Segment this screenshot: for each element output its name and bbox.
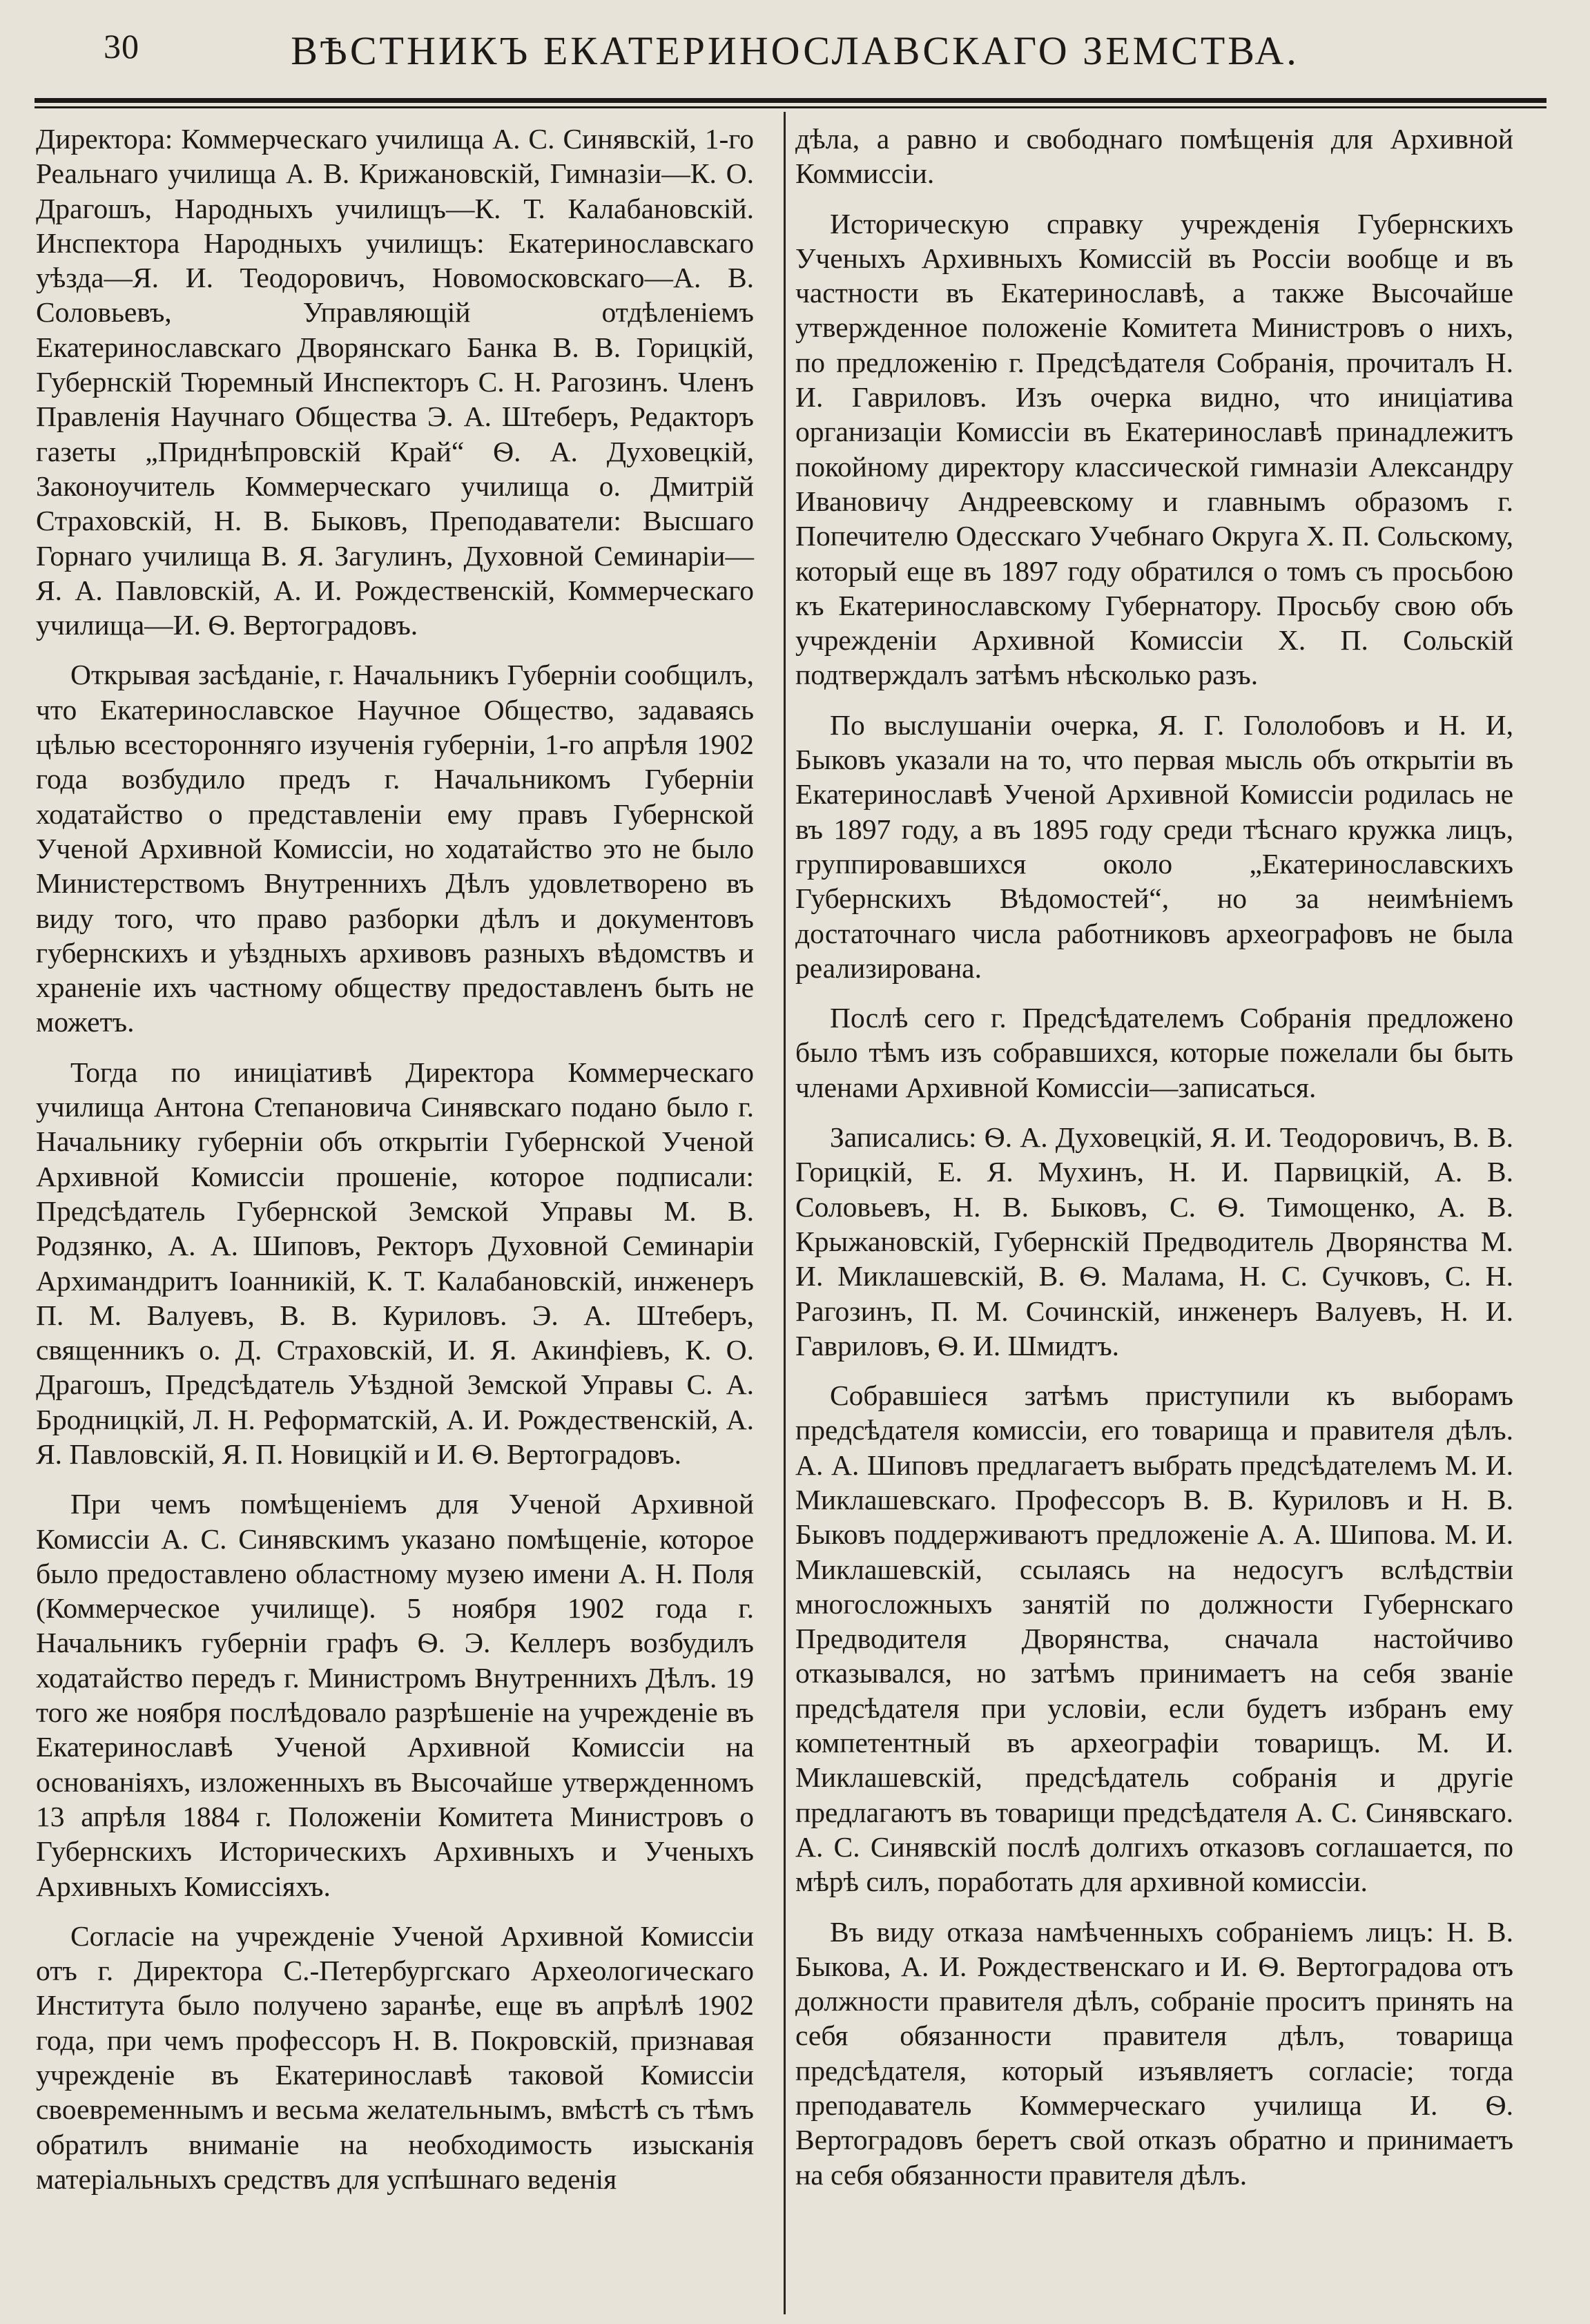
column-divider [784,112,786,2314]
paragraph: Тогда по иниціативѣ Директора Коммерческаго училища Антона Степановича Синявскаго подано было г. Начальнику губерніи объ открытіи Губернской Ученой Архивной Комиссіи прошеніе, которое подписали: Предсѣдатель Губернской Земской Управы М. В. Родзянко, А. А. Шиповъ, Ректоръ Духовной Семинаріи Архимандритъ Іоанникій, К. Т. Калабановскій, инженеръ П. М. Валуевъ, В. В. Куриловъ. Э. А. Штеберъ, священникъ о. Д. Страховскій, И. Я. Акинфіевъ, К. О. Драгошъ, Предсѣдатель Уѣздной Земской Управы С. А. Бродницкій, Л. Н. Реформатскій, А. И. Рождественскій, А. Я. Павловскій, Я. П. Новицкій и И. Ѳ. Вертоградовъ. [36,1056,754,1470]
right-column [795,122,1513,2207]
paragraph: Согласіе на учрежденіе Ученой Архивной Комиссіи отъ г. Директора С.-Петербургскаго Археологическаго Института было получено заранѣе, еще въ апрѣлѣ 1902 года, при чемъ профессоръ Н. В. Покровскій, признавая учрежденіе въ Екатеринославѣ таковой Комиссіи своевременнымъ и весьма желательнымъ, вмѣстѣ съ тѣмъ обратилъ вниманіе на необходимость изысканія матеріальныхъ средствъ для успѣшнаго веденія [36,1919,754,2195]
paragraph: Послѣ сего г. Предсѣдателемъ Собранія предложено было тѣмъ изъ собравшихся, которые пожелали бы быть членами Архивной Комиссіи—записаться. [795,1002,1513,1103]
paragraph: При чемъ помѣщеніемъ для Ученой Архивной Комиссіи А. С. Синявскимъ указано помѣщеніе, которое было предоставлено областному музею имени А. Н. Поля (Коммерческое училище). 5 ноября 1902 года г. Начальникъ губерніи графъ Ѳ. Э. Келлеръ возбудилъ ходатайство передъ г. Министромъ Внутреннихъ Дѣлъ. 19 того же ноября послѣдовало разрѣшеніе на учрежденіе въ Екатеринославѣ Ученой Архивной Комиссіи на основаніяхъ, изложенныхъ въ Высочайше утвержденномъ 13 апрѣля 1884 г. Положеніи Комитета Министровъ о Губернскихъ Историческихъ Архивныхъ и Ученыхъ Архивныхъ Комиссіяхъ. [36,1488,754,1902]
paragraph: дѣла, а равно и свободнаго помѣщенія для Архивной Коммиссіи. [795,123,1513,190]
paragraph: Директора: Коммерческаго училища А. С. Синявскій, 1-го Реальнаго училища А. В. Крижановскій, Гимназіи—К. О. Драгошъ, Народныхъ училищъ—К. Т. Калабановскій. Инспектора Народныхъ училищъ: Екатеринославскаго уѣзда—Я. И. Теодоровичъ, Новомосковскаго—А. В. Соловьевъ, Управляющій отдѣленіемъ Екатеринославскаго Дворянскаго Банка В. В. Горицкій, Губернскій Тюремный Инспекторъ С. Н. Рагозинъ. Членъ Правленія Научнаго Общества Э. А. Штеберъ, Редакторъ газеты „Приднѣпровскій Край“ Ѳ. А. Духовецкій, Законоучитель Коммерческаго училища о. Дмитрій Страховскій, Н. В. Быковъ, Преподаватели: Высшаго Горнаго училища В. Я. Загулинъ, Духовной Семинаріи—Я. А. Павловскій, А. И. Рождественскій, Коммерческаго училища—И. Ѳ. Вертоградовъ. [36,123,754,641]
page-number: 30 [104,27,139,66]
header-rule-thin [35,106,1547,108]
left-column [36,122,754,2211]
journal-title: ВѢСТНИКЪ ЕКАТЕРИНОСЛАВСКАГО ЗЕМСТВА. [291,28,1299,73]
paragraph: Записались: Ѳ. А. Духовецкій, Я. И. Теодоровичъ, В. В. Горицкій, Е. Я. Мухинъ, Н. И. Парвицкій, А. В. Соловьевъ, Н. В. Быковъ, С. Ѳ. Тимощенко, А. В. Крыжановскій, Губернскій Предводитель Дворянства М. И. Миклашевскій, В. Ѳ. Малама, Н. С. Сучковъ, С. Н. Рагозинъ, П. М. Сочинскій, инженеръ Валуевъ, Н. И. Гавриловъ, Ѳ. И. Шмидтъ. [795,1121,1513,1362]
paragraph: Историческую справку учрежденія Губернскихъ Ученыхъ Архивныхъ Комиссій въ Россіи вообще и въ частности въ Екатеринославѣ, а также Высочайше утвержденное положеніе Комитета Министровъ о нихъ, по предложенію г. Предсѣдателя Собранія, прочиталъ Н. И. Гавриловъ. Изъ очерка видно, что иниціатива организаціи Комиссіи въ Екатеринославѣ принадлежитъ покойному директору классической гимназіи Александру Ивановичу Андреевскому и главнымъ образомъ г. Попечителю Одесскаго Учебнаго Округа Х. П. Сольскому, который еще въ 1897 году обратился о томъ съ просьбою къ Екатеринославскому Губернатору. Просьбу свою объ учрежденіи Архивной Комиссіи Х. П. Сольскій подтверждалъ затѣмъ нѣсколько разъ. [795,207,1513,691]
paragraph: По выслушаніи очерка, Я. Г. Гололобовъ и Н. И, Быковъ указали на то, что первая мысль объ открытіи въ Екатеринославѣ Ученой Архивной Комиссіи родилась не въ 1897 году, а въ 1895 году среди тѣснаго кружка лицъ, группировавшихся около „Екатеринославскихъ Губернскихъ Вѣдомостей“, но за неимѣніемъ достаточнаго числа работниковъ археографовъ не была реализирована. [795,708,1513,984]
header-rule-thick [35,98,1547,103]
paragraph: Въ виду отказа намѣченныхъ собраніемъ лицъ: Н. В. Быкова, А. И. Рождественскаго и И. Ѳ. Вертоградова отъ должности правителя дѣлъ, собраніе проситъ принять на себя обязанности правителя дѣлъ, товарища предсѣдателя, который изъявляетъ согласіе; тогда преподаватель Коммерческаго училища И. Ѳ. Вертоградовъ беретъ свой отказъ обратно и принимаетъ на себя обязанности правителя дѣлъ. [795,1915,1513,2191]
paragraph: Открывая засѣданіе, г. Начальникъ Губерніи сообщилъ, что Екатеринославское Научное Общество, задаваясь цѣлью всесторонняго изученія губерніи, 1-го апрѣля 1902 года возбудило предъ г. Начальникомъ Губерніи ходатайство о представленіи ему правъ Губернской Ученой Архивной Комиссіи, но ходатайство это не было Министерствомъ Внутреннихъ Дѣлъ удовлетворено въ виду того, что право разборки дѣлъ и документовъ губернскихъ и уѣздныхъ архивовъ разныхъ вѣдомствъ и храненіе ихъ частному обществу предоставленъ быть не можетъ. [36,659,754,1038]
paragraph: Собравшіеся затѣмъ приступили къ выборамъ предсѣдателя комиссіи, его товарища и правителя дѣлъ. А. А. Шиповъ предлагаетъ выбрать предсѣдателемъ М. И. Миклашевскаго. Профессоръ В. В. Куриловъ и Н. В. Быковъ поддерживаютъ предложеніе А. А. Шипова. М. И. Миклашевскій, ссылаясь на недосугъ вслѣдствіи многосложныхъ занятій по должности Губернскаго Предводителя Дворянства, сначала настойчиво отказывался, но затѣмъ принимаетъ на себя званіе предсѣдателя при условіи, если будетъ избранъ ему компетентный въ археографіи товарищъ. М. И. Миклашевскій, предсѣдатель собранія и другіе предлагаютъ въ товарищи предсѣдателя А. С. Синявскаго. А. С. Синявскій послѣ долгихъ отказовъ соглашается, по мѣрѣ силъ, поработать для архивной комиссіи. [795,1379,1513,1898]
